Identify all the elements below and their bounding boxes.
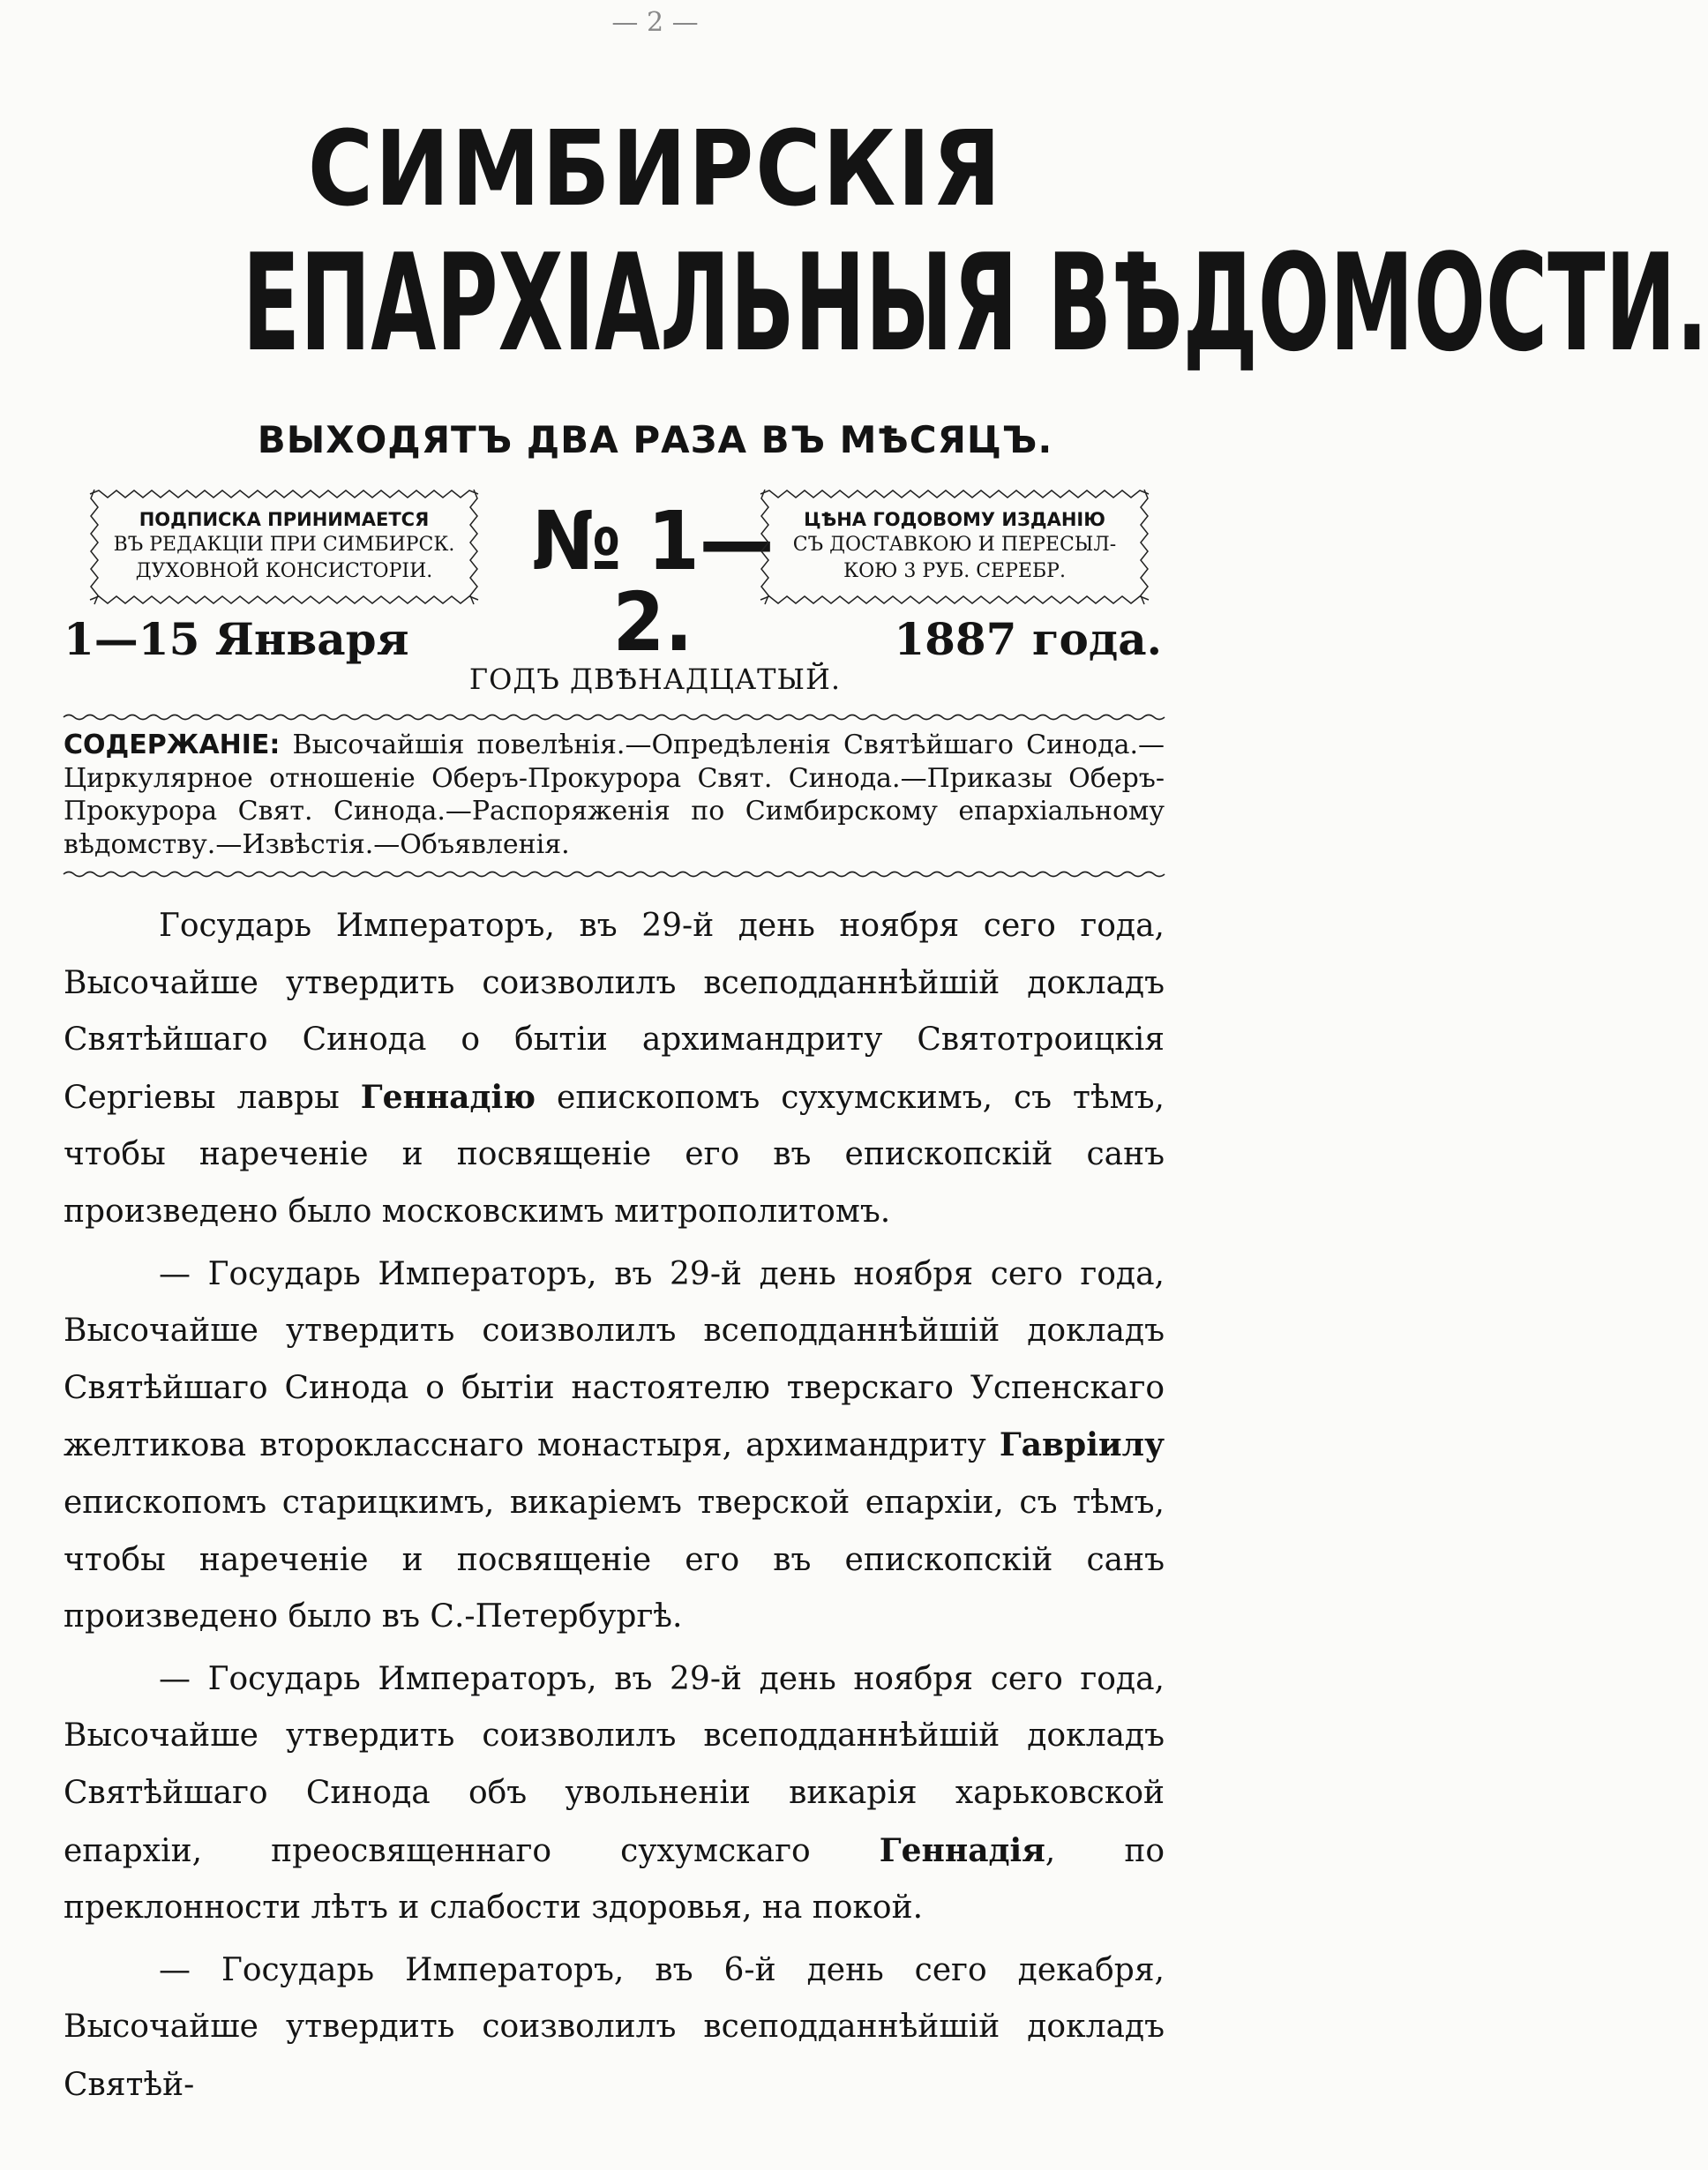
paragraph-text: — Государь Императоръ, въ 29-й день ноября сего года, Высочайше утвердить соизволилъ всеподданнѣйшій докладъ Святѣйшаго Синода о бытіи настоятелю тверскаго Успенскаго желтикова второкласснаго монастыря, архимандриту: [64, 1255, 1165, 1464]
paragraph-text: Государь Императоръ, въ 29-й день ноября сего года, Высочайше утвердить соизволилъ всеподданнѣйшій докладъ Святѣйшаго Синода о бытіи архимандриту Святотроицкія Сергіевы лавры: [64, 908, 1165, 1116]
masthead-title-line2: ЕПАРХІАЛЬНЫЯ ВѢДОМОСТИ.: [242, 225, 1708, 381]
paragraph: [64, 1651, 1165, 1937]
paragraph-text: епископомъ старицкимъ, викаріемъ тверской епархіи, съ тѣмъ, чтобы нареченіе и посвященіе его въ епископскій санъ произведено было въ С.-Петербургѣ.: [64, 1484, 1165, 1635]
subscription-line2: ВЪ РЕДАКЦІИ ПРИ СИМБИРСК.: [113, 534, 455, 557]
publication-year-label: ГОДЪ ДВѢНАДЦАТЫЙ.: [468, 662, 842, 696]
page-number: — 2 —: [611, 7, 699, 38]
wavy-border-right: [469, 490, 478, 604]
wavy-border-left: [760, 490, 769, 604]
wavy-divider-bottom: [64, 870, 1165, 879]
wavy-border-top: [90, 490, 478, 498]
paragraph-text: , по преклонности лѣтъ и слабости здоровья, на покой.: [64, 1832, 1165, 1927]
contents-label: СОДЕРЖАНІЕ:: [64, 730, 281, 760]
subscription-box: [90, 490, 478, 604]
wavy-border-bottom: [760, 595, 1149, 604]
wavy-border-top: [760, 490, 1149, 498]
table-of-contents: [64, 713, 1165, 879]
contents-text: Высочайшія повелѣнія.—Опредѣленія Святѣйшаго Синода.—Циркулярное отношеніе Оберъ-Прокурора Свят. Синода.—Приказы Оберъ-Прокурора Свят. Синода.—Распоряженія по Симбирскому епархіальному вѣдомству.—Извѣстія.—Объявленія.: [64, 730, 1165, 860]
wavy-border-right: [1140, 490, 1149, 604]
issue-year: 1887 года.: [894, 613, 1162, 665]
masthead-subtitle: ВЫХОДЯТЪ ДВА РАЗА ВЪ МѢСЯЦЪ.: [257, 418, 1053, 461]
price-line3: КОЮ 3 РУБ. СЕРЕБР.: [843, 560, 1066, 583]
wavy-divider-top: [64, 713, 1165, 722]
paragraph: [64, 1246, 1165, 1646]
paragraph-bold-name: Геннадію: [360, 1078, 536, 1116]
subscription-line1: ПОДПИСКА ПРИНИМАЕТСЯ: [139, 509, 430, 530]
price-line2: СЪ ДОСТАВКОЮ И ПЕРЕСЫЛ-: [792, 534, 1117, 557]
price-line1: ЦѢНА ГОДОВОМУ ИЗДАНІЮ: [804, 509, 1105, 530]
wavy-border-left: [90, 490, 99, 604]
paragraph-bold-name: Геннадія: [879, 1831, 1045, 1869]
issue-date: 1—15 Января: [64, 613, 409, 665]
masthead-title-line1: СИМБИРСКІЯ: [307, 108, 1003, 229]
paragraph-bold-name: Гавріилу: [999, 1426, 1165, 1464]
paragraph-text: — Государь Императоръ, въ 29-й день ноября сего года, Высочайше утвердить соизволилъ всеподданнѣйшій докладъ Святѣйшаго Синода объ увольненіи викарія харьковской епархіи, преосвященнаго сухумскаго: [64, 1660, 1165, 1869]
article-body: [64, 898, 1165, 2119]
paragraph: [64, 1942, 1165, 2114]
subscription-line3: ДУХОВНОЙ КОНСИСТОРІИ.: [135, 560, 433, 583]
paragraph-text: — Государь Императоръ, въ 6-й день сего декабря, Высочайше утвердить соизволилъ всеподданнѣйшій докладъ Святѣй-: [64, 1951, 1165, 2103]
price-box: [760, 490, 1149, 604]
wavy-border-bottom: [90, 595, 478, 604]
paragraph: [64, 898, 1165, 1241]
paragraph-text: епископомъ сухумскимъ, съ тѣмъ, чтобы нареченіе и посвященіе его въ епископскій санъ произведено было московскимъ митрополитомъ.: [64, 1079, 1165, 1230]
issue-number: № 1—2.: [531, 494, 775, 670]
